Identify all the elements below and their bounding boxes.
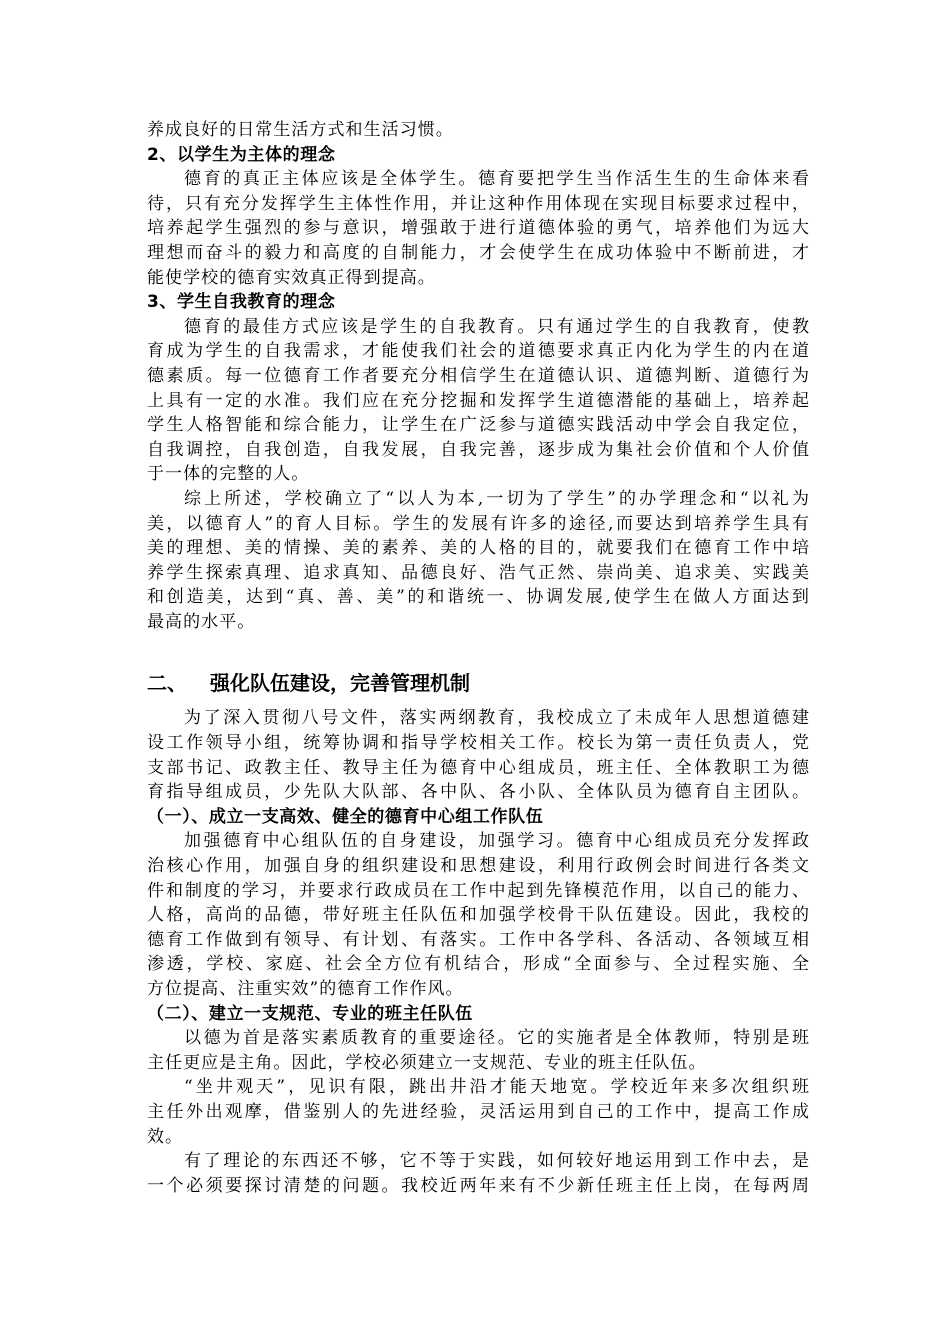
subheading: 2、以学生为主体的理念 (147, 144, 336, 165)
paragraph-line: 于一体的完整的人。 (147, 464, 310, 485)
paragraph-line: 为了深入贯彻八号文件，落实两纲教育，我校成立了未成年人思想道德建 (184, 708, 810, 729)
paragraph-line: 上具有一定的水准。我们应在充分挖掘和发挥学生道德潜能的基础上，培养起 (147, 390, 810, 411)
paragraph-line: 有了理论的东西还不够，它不等于实践，如何较好地运用到工作中去，是 (184, 1151, 810, 1172)
paragraph-line: 德育的真正主体应该是全体学生。德育要把学生当作活生生的生命体来看 (184, 169, 810, 190)
paragraph-line: 自我调控，自我创造，自我发展，自我完善，逐步成为集社会价值和个人价值 (147, 439, 810, 460)
paragraph-line: 主任外出观摩，借鉴别人的先进经验，灵活运用到自己的工作中，提高工作成 (147, 1101, 810, 1122)
paragraph-line: 养成良好的日常生活方式和生活习惯。 (147, 120, 454, 140)
paragraph-line: 渗透，学校、家庭、社会全方位有机结合，形成“全面参与、全过程实施、全 (147, 954, 810, 975)
paragraph-line: 一个必须要探讨清楚的问题。我校近两年来有不少新任班主任上岗，在每两周 (147, 1175, 810, 1196)
paragraph-line: 件和制度的学习，并要求行政成员在工作中起到先锋模范作用，以自己的能力、 (147, 880, 810, 901)
paragraph-line: 和创造美，达到“真、善、美”的和谐统一、协调发展,使学生在做人方面达到 (147, 587, 810, 608)
paragraph-line: 人格，高尚的品德，带好班主任队伍和加强学校骨干队伍建设。因此，我校的 (147, 905, 810, 926)
paragraph-line: 支部书记、政教主任、教导主任为德育中心组成员，班主任、全体教职工为德 (147, 757, 810, 778)
paragraph-line: 加强德育中心组队伍的自身建设，加强学习。德育中心组成员充分发挥政 (184, 831, 810, 852)
paragraph-line: 美，以德育人”的育人目标。学生的发展有许多的途径,而要达到培养学生具有 (147, 513, 810, 534)
paragraph-line: 治核心作用，加强自身的组织建设和思想建设，利用行政例会时间进行各类文 (147, 856, 810, 877)
paragraph-line: 育成为学生的自我需求，才能使我们社会的道德要求真正内化为学生的内在道 (147, 341, 810, 362)
paragraph-line: 德素质。每一位德育工作者要充分相信学生在道德认识、道德判断、道德行为 (147, 365, 810, 386)
subheading: 3、学生自我教育的理念 (147, 292, 336, 313)
paragraph-line: 能使学校的德育实效真正得到提高。 (147, 267, 436, 288)
paragraph-line: 学生人格智能和综合能力，让学生在广泛参与道德实践活动中学会自我定位， (147, 415, 810, 436)
paragraph-line: “坐井观天”，见识有限，跳出井沿才能天地宽。学校近年来多次组织班 (184, 1077, 810, 1098)
paragraph-line: 待，只有充分发挥学生主体性作用，并让这种作用体现在实现目标要求过程中， (147, 193, 810, 214)
paragraph-line: 效。 (147, 1126, 184, 1147)
section-title-text: 强化队伍建设，完善管理机制 (210, 671, 470, 696)
paragraph-line: 理想而奋斗的毅力和高度的自制能力，才会使学生在成功体验中不断前进，才 (147, 242, 810, 263)
paragraph-line: 设工作领导小组，统筹协调和指导学校相关工作。校长为第一责任负责人，党 (147, 733, 810, 754)
paragraph-line: 主任更应是主角。因此，学校必须建立一支规范、专业的班主任队伍。 (147, 1052, 707, 1073)
subheading: （一）、成立一支高效、健全的德育中心组工作队伍 (147, 806, 544, 827)
paragraph-line: 以德为首是落实素质教育的重要途径。它的实施者是全体教师，特别是班 (184, 1028, 810, 1049)
paragraph-line: 培养起学生强烈的参与意识，增强敢于进行道德体验的勇气，培养他们为远大 (147, 218, 810, 239)
paragraph-line: 德育工作做到有领导、有计划、有落实。工作中各学科、各活动、各领域互相 (147, 929, 810, 950)
paragraph-line: 养学生探索真理、追求真知、品德良好、浩气正然、崇尚美、追求美、实践美 (147, 562, 810, 583)
paragraph-line: 最高的水平。 (147, 611, 256, 632)
subheading: （二）、建立一支规范、专业的班主任队伍 (147, 1003, 473, 1024)
section-number: 二、 (147, 671, 187, 696)
section-heading (147, 668, 810, 698)
paragraph-line: 德育的最佳方式应该是学生的自我教育。只有通过学生的自我教育，使教 (184, 316, 810, 337)
paragraph-line: 方位提高、注重实效”的德育工作作风。 (147, 979, 464, 999)
paragraph-line: 育指导组成员，少先队大队部、各中队、各小队、全体队员为德育自主团队。 (147, 782, 810, 803)
paragraph-line: 美的理想、美的情操、美的素养、美的人格的目的，就要我们在德育工作中培 (147, 538, 810, 559)
paragraph-line: 综上所述，学校确立了“以人为本,一切为了学生”的办学理念和“以礼为 (184, 488, 810, 509)
